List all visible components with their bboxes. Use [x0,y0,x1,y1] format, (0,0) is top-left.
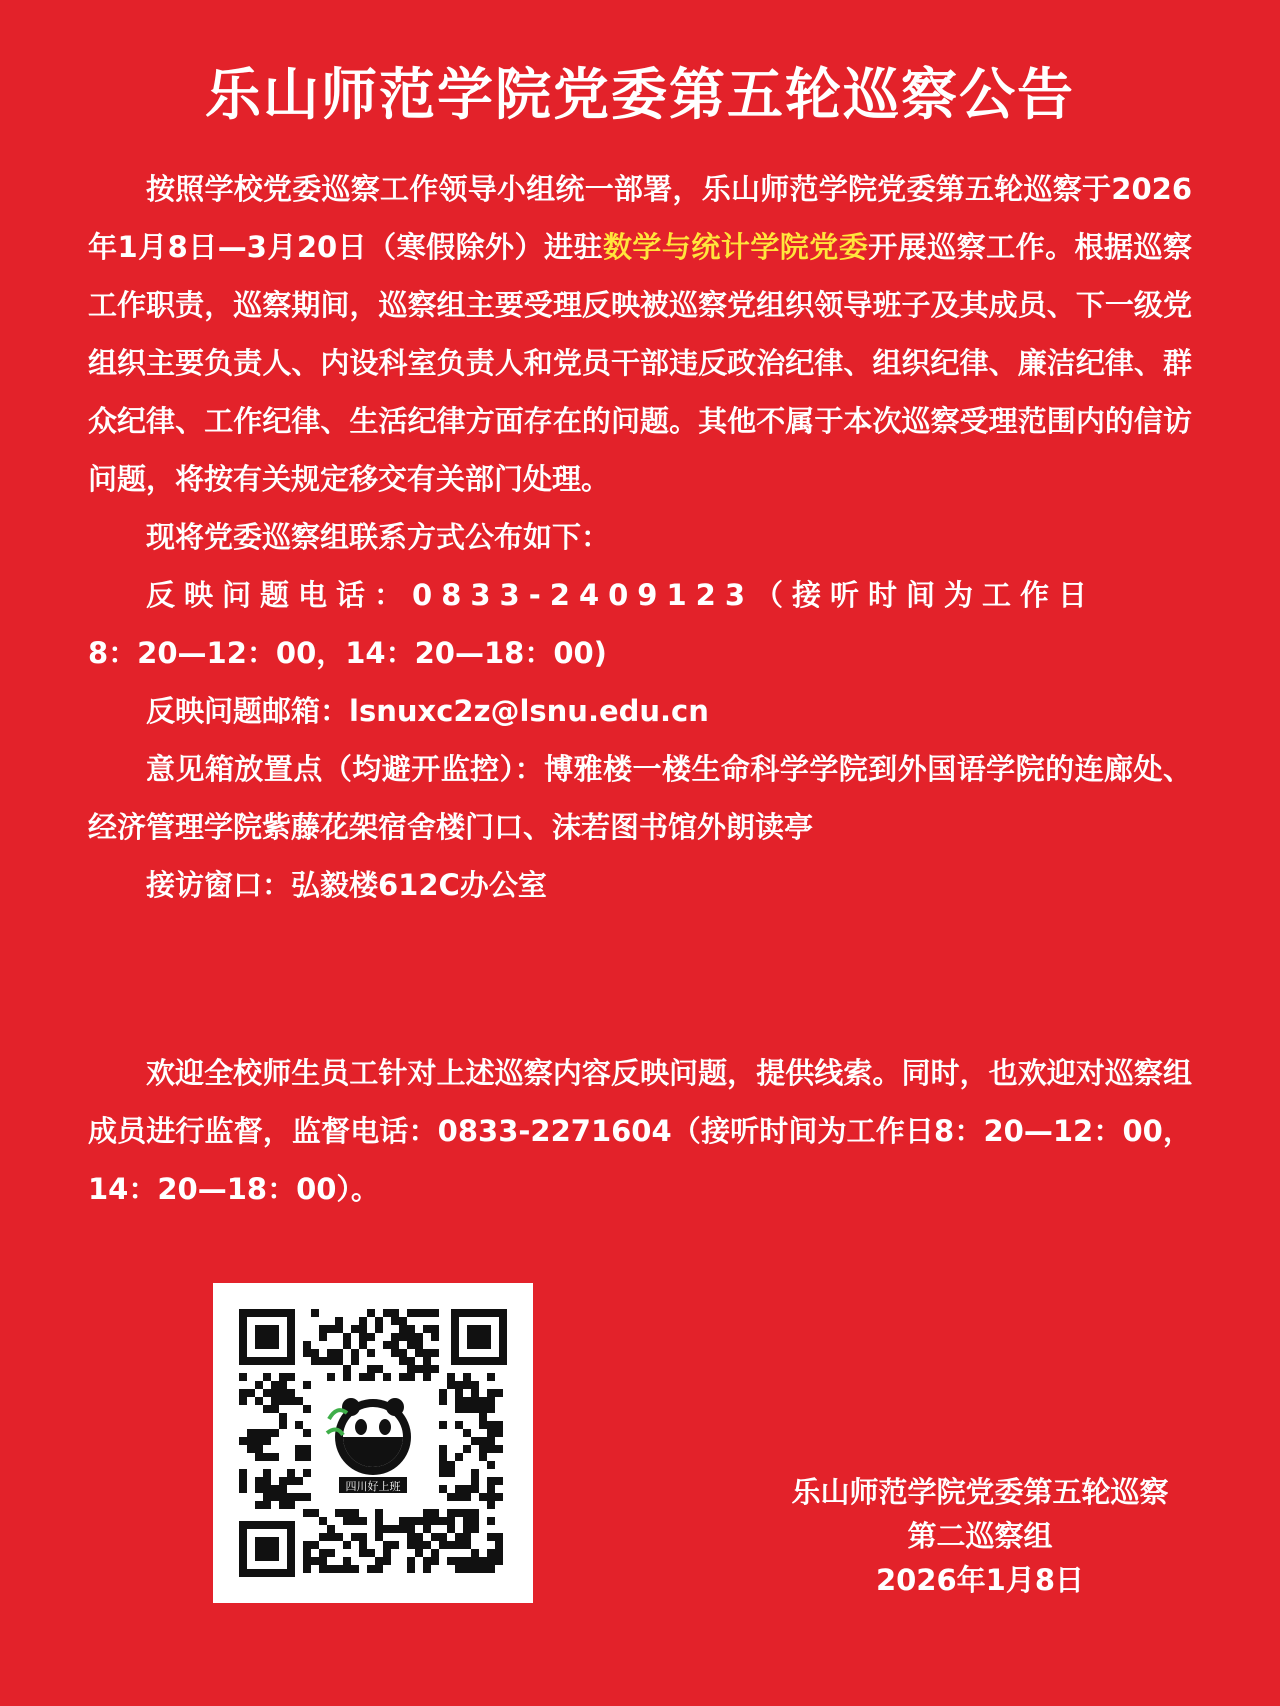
mailbox-locations: 意见箱放置点（均避开监控）：博雅楼一楼生命科学学院到外国语学院的连廊处、经济管理学院紫藤花架宿舍楼门口、沫若图书馆外朗读亭 [88,752,1192,844]
qr-finder-top-right [451,1309,507,1365]
phone-line [88,566,1192,624]
email-line [88,682,1192,740]
paragraph-intro [88,160,1192,508]
closing-paragraph: 欢迎全校师生员工针对上述巡察内容反映问题，提供线索。同时，也欢迎对巡察组成员进行监督，监督电话：0833-2271604（接听时间为工作日8：20—12：00，14：20—18：00）。 [88,1056,1192,1206]
intro-text: 按照学校党委巡察工作领导小组统一部署，乐山师范学院党委第五轮巡察于2026年1月8日—3月20日（寒假除外）进驻 [88,172,1192,264]
email-label: 反映问题邮箱： [146,694,350,728]
qr-finder-top-left [239,1309,295,1365]
qr-finder-bottom-left [239,1521,295,1577]
signature-block [720,1470,1240,1602]
phone-value: 0833-2409123（接听时间为工作日 [412,578,1097,612]
phone-label: 反映问题电话： [146,578,413,612]
intro-text-continued: 开展巡察工作。根据巡察工作职责，巡察期间，巡察组主要受理反映被巡察党组织领导班子及其成员、下一级党组织主要负责人、内设科室负责人和党员干部违反政治纪律、组织纪律、廉洁纪律、群众纪律、工作纪律、生活纪律方面存在的问题。其他不属于本次巡察受理范围内的信访问题，将按有关规定移交有关部门处理。 [88,230,1192,496]
qr-logo-text: 四川好上班 [345,1480,401,1493]
announcement-body [88,160,1192,914]
qr-code [213,1283,533,1603]
closing-block [88,1044,1192,1218]
panda-logo [319,1389,427,1497]
inspected-unit-highlight: 数学与统计学院党委 [602,230,869,264]
phone-hours: 8：20—12：00，14：20—18：00) [88,636,607,670]
announcement-title: 乐山师范学院党委第五轮巡察公告 [205,62,1075,128]
qr-code-image [239,1309,507,1577]
signature-group: 第二巡察组 [907,1519,1053,1553]
reception-window: 接访窗口：弘毅楼612C办公室 [146,868,547,902]
email-value[interactable]: lsnuxc2z@lsnu.edu.cn [349,694,709,728]
signature-org: 乐山师范学院党委第五轮巡察 [791,1475,1169,1509]
contact-intro: 现将党委巡察组联系方式公布如下： [146,520,611,554]
signature-date: 2026年1月8日 [875,1563,1085,1597]
